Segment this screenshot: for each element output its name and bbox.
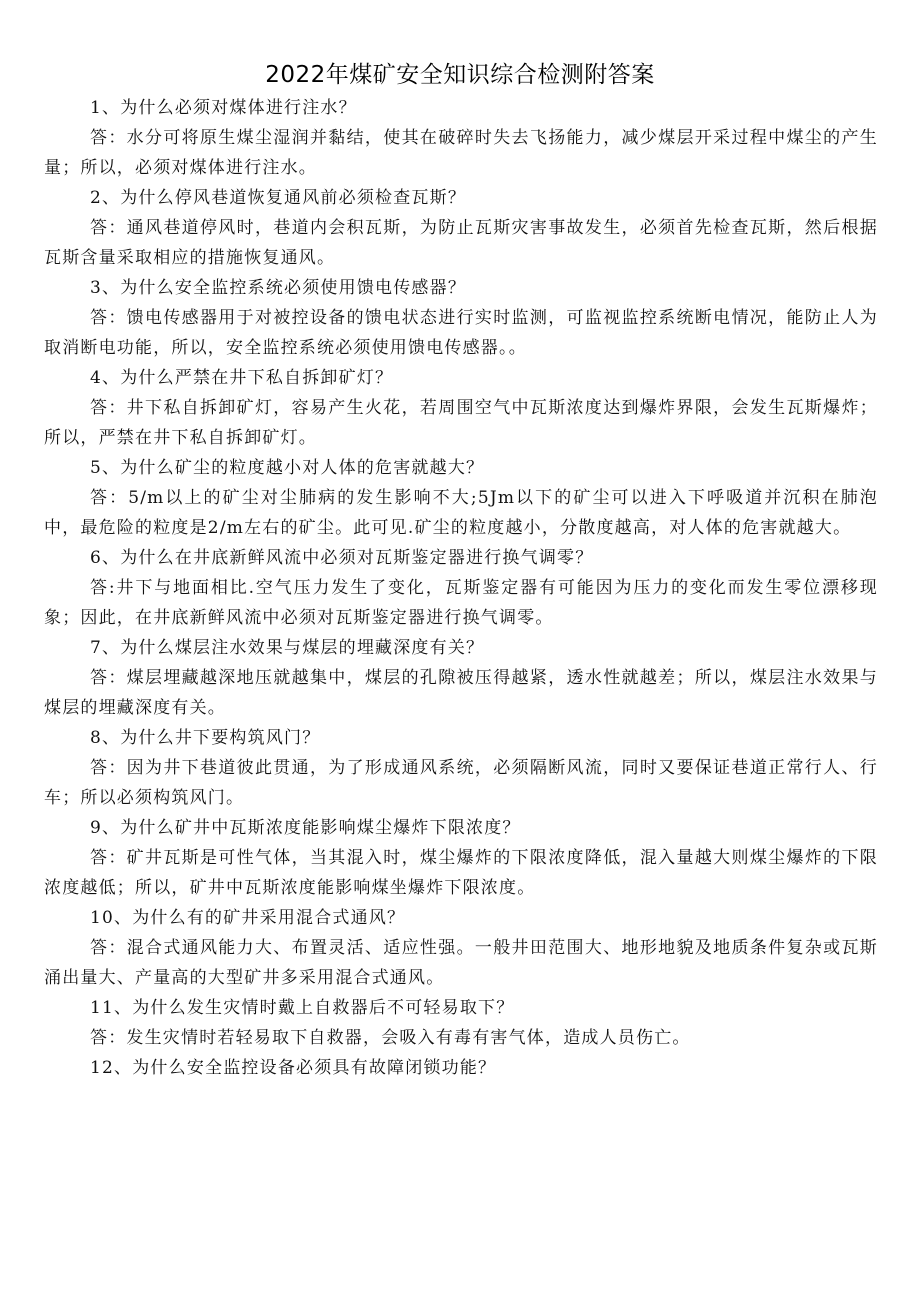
answer-2: 答：通风巷道停风时，巷道内会积瓦斯，为防止瓦斯灾害事故发生，必须首先检查瓦斯，然后根据瓦斯含量采取相应的措施恢复通风。 — [44, 218, 878, 268]
answer-7: 答：煤层埋藏越深地压就越集中，煤层的孔隙被压得越紧，透水性就越差；所以，煤层注水效果与煤层的埋藏深度有关。 — [44, 668, 878, 718]
question-10: 10、为什么有的矿井采用混合式通风？ — [90, 908, 406, 928]
question-9: 9、为什么矿井中瓦斯浓度能影响煤尘爆炸下限浓度？ — [90, 818, 521, 838]
question-5: 5、为什么矿尘的粒度越小对人体的危害就越大？ — [90, 458, 485, 478]
question-4: 4、为什么严禁在井下私自拆卸矿灯？ — [90, 368, 394, 388]
question-7: 7、为什么煤层注水效果与煤层的埋藏深度有关？ — [90, 638, 485, 658]
answer-10: 答：混合式通风能力大、布置灵活、适应性强。一般井田范围大、地形地貌及地质条件复杂或瓦斯涌出量大、产量高的大型矿井多采用混合式通风。 — [44, 938, 878, 988]
answer-6: 答:井下与地面相比.空气压力发生了变化，瓦斯鉴定器有可能因为压力的变化而发生零位漂移现象；因此，在井底新鲜风流中必须对瓦斯鉴定器进行换气调零。 — [44, 578, 878, 628]
question-3: 3、为什么安全监控系统必须使用馈电传感器？ — [90, 278, 467, 298]
answer-8: 答：因为井下巷道彼此贯通，为了形成通风系统，必须隔断风流，同时又要保证巷道正常行人、行车；所以必须构筑风门。 — [44, 758, 878, 808]
question-11: 11、为什么发生灾情时戴上自救器后不可轻易取下？ — [90, 998, 515, 1018]
question-6: 6、为什么在井底新鲜风流中必须对瓦斯鉴定器进行换气调零？ — [90, 548, 594, 568]
question-8: 8、为什么井下要构筑风门？ — [90, 728, 321, 748]
answer-5: 答：5/m以上的矿尘对尘肺病的发生影响不大;5Jm以下的矿尘可以进入下呼吸道并沉积在肺泡中，最危险的粒度是2/m左右的矿尘。此可见.矿尘的粒度越小，分散度越高，对人体的危害就越大。 — [44, 488, 878, 538]
answer-11: 答：发生灾情时若轻易取下自救器，会吸入有毒有害气体，造成人员伤亡。 — [90, 1028, 691, 1048]
answer-3: 答：馈电传感器用于对被控设备的馈电状态进行实时监测，可监视监控系统断电情况，能防止人为取消断电功能，所以，安全监控系统必须使用馈电传感器。。 — [44, 308, 878, 358]
question-1: 1、为什么必须对煤体进行注水？ — [90, 98, 357, 118]
document-title: 2022年煤矿安全知识综合检测附答案 — [265, 62, 655, 88]
answer-4: 答：井下私自拆卸矿灯，容易产生火花，若周围空气中瓦斯浓度达到爆炸界限，会发生瓦斯爆炸；所以，严禁在井下私自拆卸矿灯。 — [44, 398, 878, 448]
qa-list — [44, 93, 878, 1083]
answer-9: 答：矿井瓦斯是可性气体，当其混入时，煤尘爆炸的下限浓度降低，混入量越大则煤尘爆炸的下限浓度越低；所以，矿井中瓦斯浓度能影响煤坐爆炸下限浓度。 — [44, 848, 878, 898]
answer-1: 答：水分可将原生煤尘湿润并黏结，使其在破碎时失去飞扬能力，减少煤层开采过程中煤尘的产生量；所以，必须对煤体进行注水。 — [44, 128, 878, 178]
question-12: 12、为什么安全监控设备必须具有故障闭锁功能？ — [90, 1058, 497, 1078]
question-2: 2、为什么停风巷道恢复通风前必须检查瓦斯？ — [90, 188, 467, 208]
